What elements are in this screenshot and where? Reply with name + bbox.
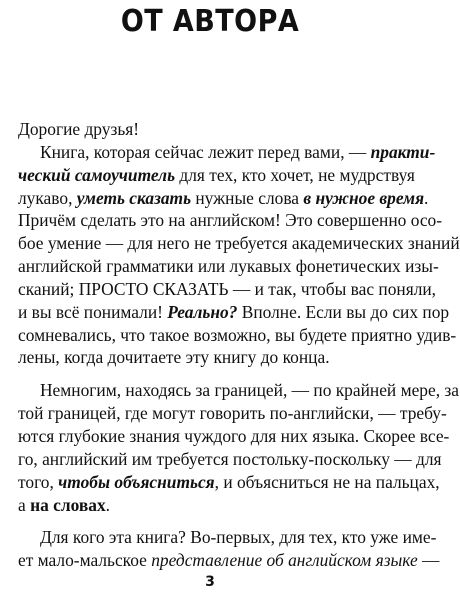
page-title: ОТ АВТОРА bbox=[120, 4, 300, 39]
paragraph-gap bbox=[18, 516, 408, 526]
text-run: Вполне. Если вы до сих пор bbox=[237, 301, 450, 322]
text-line bbox=[18, 232, 460, 255]
paragraph-gap bbox=[18, 369, 408, 379]
text-run: для тех, кто хочет, не мудрствуя bbox=[175, 164, 415, 185]
text-run: сканий; ПРОСТО СКАЗАТЬ — и так, чтобы вас поняли, bbox=[18, 278, 437, 299]
text-run: нужные слова bbox=[191, 187, 304, 208]
text-line bbox=[18, 118, 408, 141]
text-line bbox=[18, 494, 408, 517]
text-line bbox=[18, 164, 415, 187]
text-run: и вы всё понимали! bbox=[18, 301, 168, 322]
text-run: сомневались, что такое возможно, вы будете приятно удив- bbox=[18, 324, 457, 345]
text-run: . bbox=[424, 187, 429, 208]
text-line bbox=[18, 141, 436, 164]
text-line bbox=[18, 402, 447, 425]
text-line bbox=[18, 278, 437, 301]
page-number: 3 bbox=[205, 574, 215, 590]
text-line bbox=[18, 448, 442, 471]
emphasized-text: уметь сказать bbox=[76, 187, 192, 208]
text-line bbox=[18, 471, 440, 494]
text-line bbox=[18, 379, 460, 402]
text-line bbox=[18, 209, 443, 232]
emphasized-text: представление об английском языке bbox=[151, 550, 418, 571]
text-run: , и объясниться не на пальцах, bbox=[214, 471, 440, 492]
text-run: той границей, где могут говорить по-английски, — требу- bbox=[18, 403, 447, 424]
text-line bbox=[18, 301, 450, 324]
text-line bbox=[18, 255, 439, 278]
text-run: а bbox=[18, 494, 31, 515]
text-line bbox=[18, 187, 429, 210]
emphasized-text: ческий самоучитель bbox=[18, 164, 176, 185]
text-run: Книга, которая сейчас лежит перед вами, — bbox=[40, 141, 371, 162]
text-run: Для кого эта книга? Во-первых, для тех, кто уже име- bbox=[40, 527, 437, 548]
text-run: го, английский им требуется постольку-поскольку — для bbox=[18, 448, 442, 469]
text-line bbox=[18, 346, 408, 369]
text-run: Дорогие друзья! bbox=[18, 119, 140, 139]
body-text bbox=[18, 118, 460, 572]
emphasized-text: практи- bbox=[370, 141, 436, 162]
text-run: того, bbox=[18, 471, 59, 492]
emphasized-text: в нужное время bbox=[303, 187, 425, 208]
text-run: . bbox=[105, 494, 111, 515]
text-run: ет мало-мальское bbox=[18, 550, 152, 571]
text-line bbox=[18, 549, 440, 572]
text-line bbox=[18, 324, 457, 347]
emphasized-text: Реально? bbox=[167, 301, 238, 322]
text-run: лены, когда дочитаете эту книгу до конца. bbox=[18, 347, 330, 368]
emphasized-text: на словах bbox=[30, 494, 106, 515]
emphasized-text: чтобы объясниться bbox=[58, 471, 215, 492]
text-run: английской грамматики или лукавых фонетических изы- bbox=[18, 256, 439, 277]
text-run: бое умение — для него не требуется академических знаний bbox=[18, 233, 460, 254]
text-line bbox=[18, 526, 437, 549]
text-run: лукаво, bbox=[18, 187, 77, 208]
text-run: ются глубокие знания чуждого для них языка. Скорее все- bbox=[18, 425, 450, 446]
text-run: Причём сделать это на английском! Это совершенно осо- bbox=[18, 210, 443, 231]
text-line bbox=[18, 425, 450, 448]
text-run: Немногим, находясь за границей, — по крайней мере, за bbox=[40, 380, 460, 401]
text-run: — bbox=[417, 550, 440, 571]
